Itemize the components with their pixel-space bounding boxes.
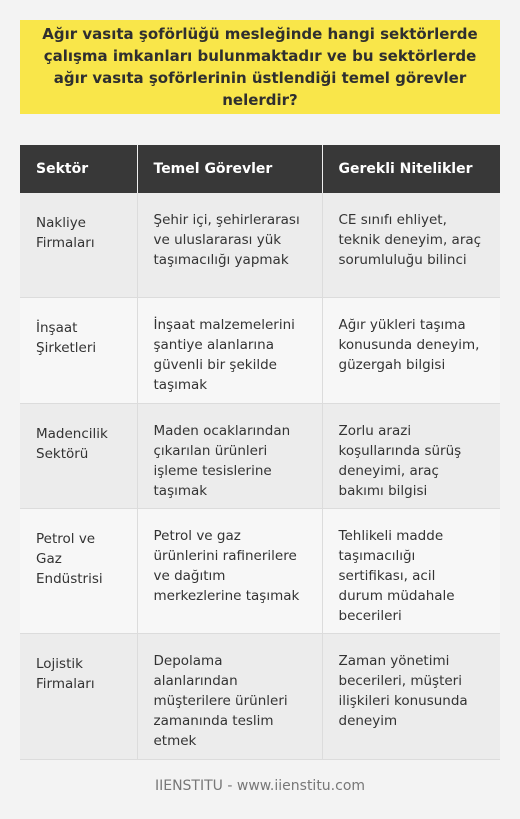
sector-cell: Lojistik Firmaları — [20, 633, 137, 759]
qualifications-cell: Zorlu arazi koşullarında sürüş deneyimi, araç bakımı bilgisi — [322, 403, 500, 508]
sectors-table — [20, 145, 500, 760]
column-header-duties: Temel Görevler — [137, 145, 322, 193]
sector-cell: Madencilik Sektörü — [20, 403, 137, 508]
table-row — [20, 403, 500, 508]
table-row — [20, 297, 500, 403]
question-banner — [20, 20, 500, 114]
table-row — [20, 193, 500, 297]
column-header-sector: Sektör — [20, 145, 137, 193]
qualifications-cell: Ağır yükleri taşıma konusunda deneyim, güzergah bilgisi — [322, 297, 500, 403]
qualifications-cell: Tehlikeli madde taşımacılığı sertifikası, acil durum müdahale becerileri — [322, 508, 500, 633]
table-row — [20, 508, 500, 633]
table-header-row — [20, 145, 500, 193]
column-header-qualifications: Gerekli Nitelikler — [322, 145, 500, 193]
duties-cell: İnşaat malzemelerini şantiye alanlarına güvenli bir şekilde taşımak — [137, 297, 322, 403]
duties-cell: Şehir içi, şehirlerarası ve uluslararası yük taşımacılığı yapmak — [137, 193, 322, 297]
footer-credit: IIENSTITU - www.iienstitu.com — [154, 778, 366, 794]
sector-cell: İnşaat Şirketleri — [20, 297, 137, 403]
question-title: Ağır vasıta şoförlüğü mesleğinde hangi sektörlerde çalışma imkanları bulunmaktadır ve bu sektörlerde ağır vasıta şoförlerinin üstlendiği temel görevler nelerdir? — [42, 25, 478, 109]
table-row — [20, 633, 500, 759]
duties-cell: Petrol ve gaz ürünlerini rafinerilere ve dağıtım merkezlerine taşımak — [137, 508, 322, 633]
sector-cell: Nakliye Firmaları — [20, 193, 137, 297]
sector-cell: Petrol ve Gaz Endüstrisi — [20, 508, 137, 633]
qualifications-cell: CE sınıfı ehliyet, teknik deneyim, araç sorumluluğu bilinci — [322, 193, 500, 297]
duties-cell: Depolama alanlarından müşterilere ürünleri zamanında teslim etmek — [137, 633, 322, 759]
qualifications-cell: Zaman yönetimi becerileri, müşteri ilişkileri konusunda deneyim — [322, 633, 500, 759]
duties-cell: Maden ocaklarından çıkarılan ürünleri işleme tesislerine taşımak — [137, 403, 322, 508]
